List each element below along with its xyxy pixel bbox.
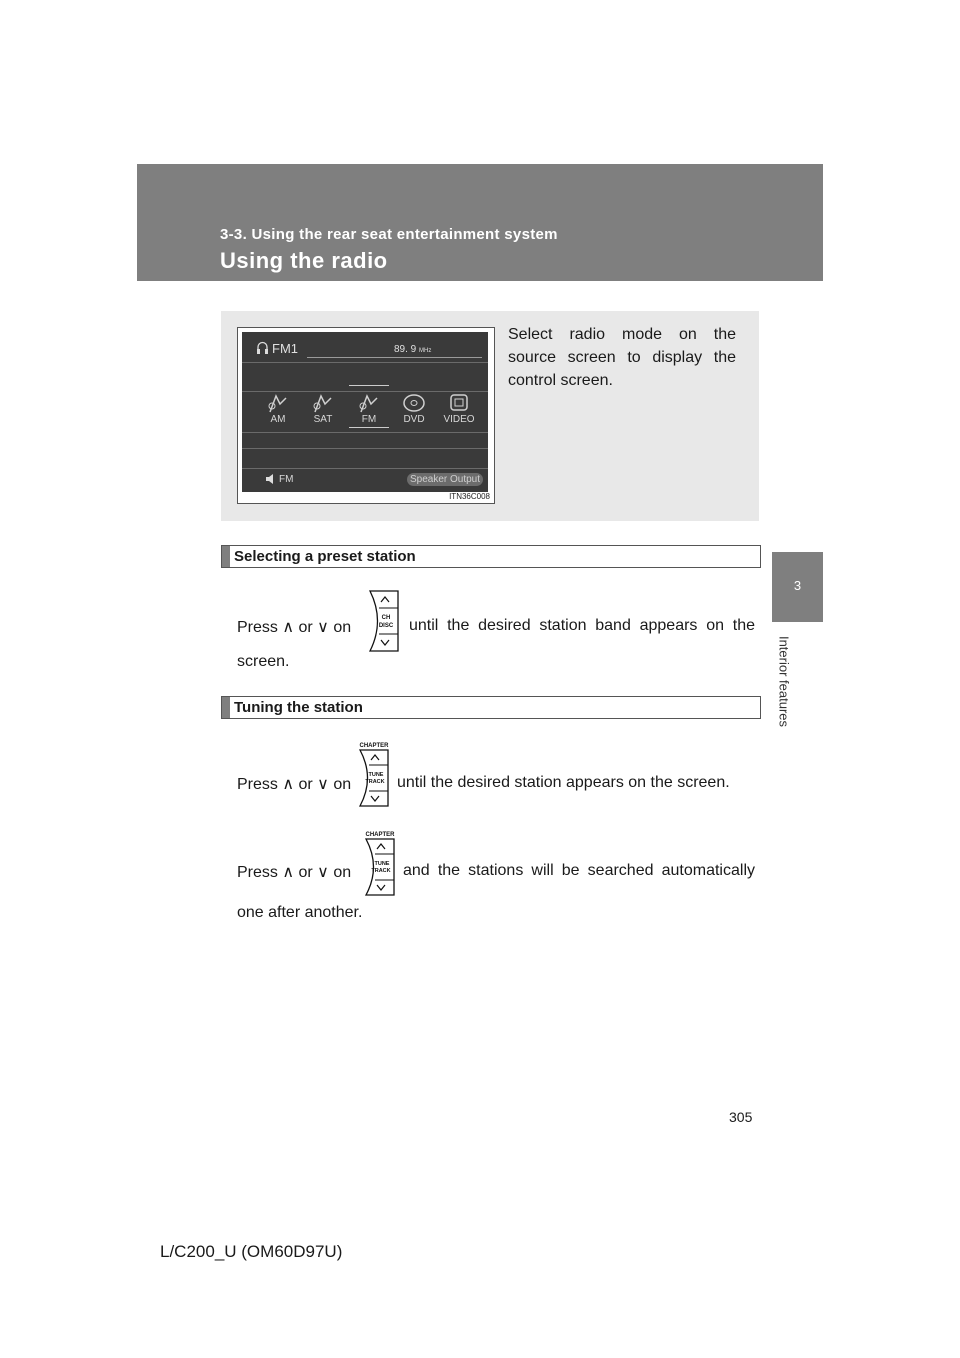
instruction-text: and the stations will be searched automatically — [403, 862, 755, 879]
preset-instruction-end: screen. — [237, 653, 290, 670]
chapter-side-label — [772, 622, 796, 742]
instruction-text: until the desired station band appears on the — [409, 617, 755, 634]
intro-box — [221, 311, 759, 521]
heading-bar — [222, 546, 230, 567]
sat-radio-icon[interactable] — [309, 392, 337, 414]
source-am[interactable]: AM — [270, 414, 286, 425]
radio-control-screen — [242, 332, 488, 492]
svg-text:TRACK: TRACK — [371, 868, 391, 874]
frequency-value: 89. 9 — [394, 344, 417, 355]
instruction-text: Press ∧ or ∨ on — [237, 864, 352, 881]
speaker-icon — [264, 473, 276, 485]
frequency-readout — [394, 344, 431, 355]
chapter-label-text: Interior features — [776, 635, 792, 728]
am-radio-icon[interactable] — [264, 392, 292, 414]
tuning-instruction-1-cont: until the desired station appears on the screen. — [397, 774, 730, 791]
frequency-unit: MHz — [419, 348, 432, 354]
page-number: 305 — [729, 1109, 753, 1125]
fm-radio-icon[interactable] — [355, 392, 383, 414]
speaker-output-button[interactable]: Speaker Output — [407, 473, 483, 486]
radio-screen-illustration — [237, 327, 495, 504]
section-heading-text: Tuning the station — [234, 699, 363, 716]
section-heading-preset — [221, 545, 761, 568]
preset-instruction-cont — [409, 617, 755, 635]
svg-text:CH: CH — [381, 615, 391, 621]
screen-divider — [242, 432, 488, 433]
heading-bar — [222, 697, 230, 718]
document-code: L/C200_U (OM60D97U) — [160, 1242, 343, 1261]
svg-text:CHAPTER: CHAPTER — [365, 832, 395, 838]
tuning-instruction-2-cont — [403, 862, 755, 880]
ch-disc-switch-icon — [367, 590, 401, 652]
svg-text:TRACK: TRACK — [365, 779, 385, 785]
section-heading-text: Selecting a preset station — [234, 548, 416, 565]
source-video[interactable]: VIDEO — [443, 414, 475, 425]
tuning-instruction-2-end: one after another. — [237, 904, 363, 921]
svg-text:TUNE: TUNE — [374, 861, 390, 867]
current-source-label: FM — [279, 474, 294, 485]
intro-text: Select radio mode on the source screen to display the control screen. — [508, 326, 736, 389]
svg-text:TUNE: TUNE — [368, 772, 384, 778]
instruction-text: Press ∧ or ∨ on — [237, 619, 352, 636]
section-label: 3-3. Using the rear seat entertainment system — [220, 226, 558, 243]
dvd-disc-icon[interactable] — [400, 392, 428, 414]
source-fm[interactable]: FM — [361, 414, 377, 425]
screen-divider — [242, 468, 488, 469]
selected-source-marker — [349, 385, 389, 386]
screen-divider — [242, 448, 488, 449]
instruction-text: Press ∧ or ∨ on — [237, 776, 352, 793]
tune-track-switch-icon — [363, 830, 397, 896]
frequency-bar — [307, 357, 482, 358]
svg-text:CHAPTER: CHAPTER — [359, 743, 389, 749]
band-label: FM1 — [272, 341, 298, 356]
source-dvd[interactable]: DVD — [403, 414, 425, 425]
tune-track-switch-icon — [357, 741, 391, 807]
image-code: ITN36C008 — [449, 492, 490, 501]
headphone-icon — [256, 341, 269, 355]
selected-source-underline — [349, 427, 389, 428]
source-sat[interactable]: SAT — [313, 414, 333, 425]
video-icon[interactable] — [445, 392, 473, 414]
chapter-tab — [772, 552, 823, 622]
section-heading-tuning — [221, 696, 761, 719]
chapter-number: 3 — [793, 578, 802, 593]
screen-divider — [242, 362, 488, 363]
svg-text:DISC: DISC — [378, 623, 394, 629]
page-title: Using the radio — [220, 248, 388, 273]
